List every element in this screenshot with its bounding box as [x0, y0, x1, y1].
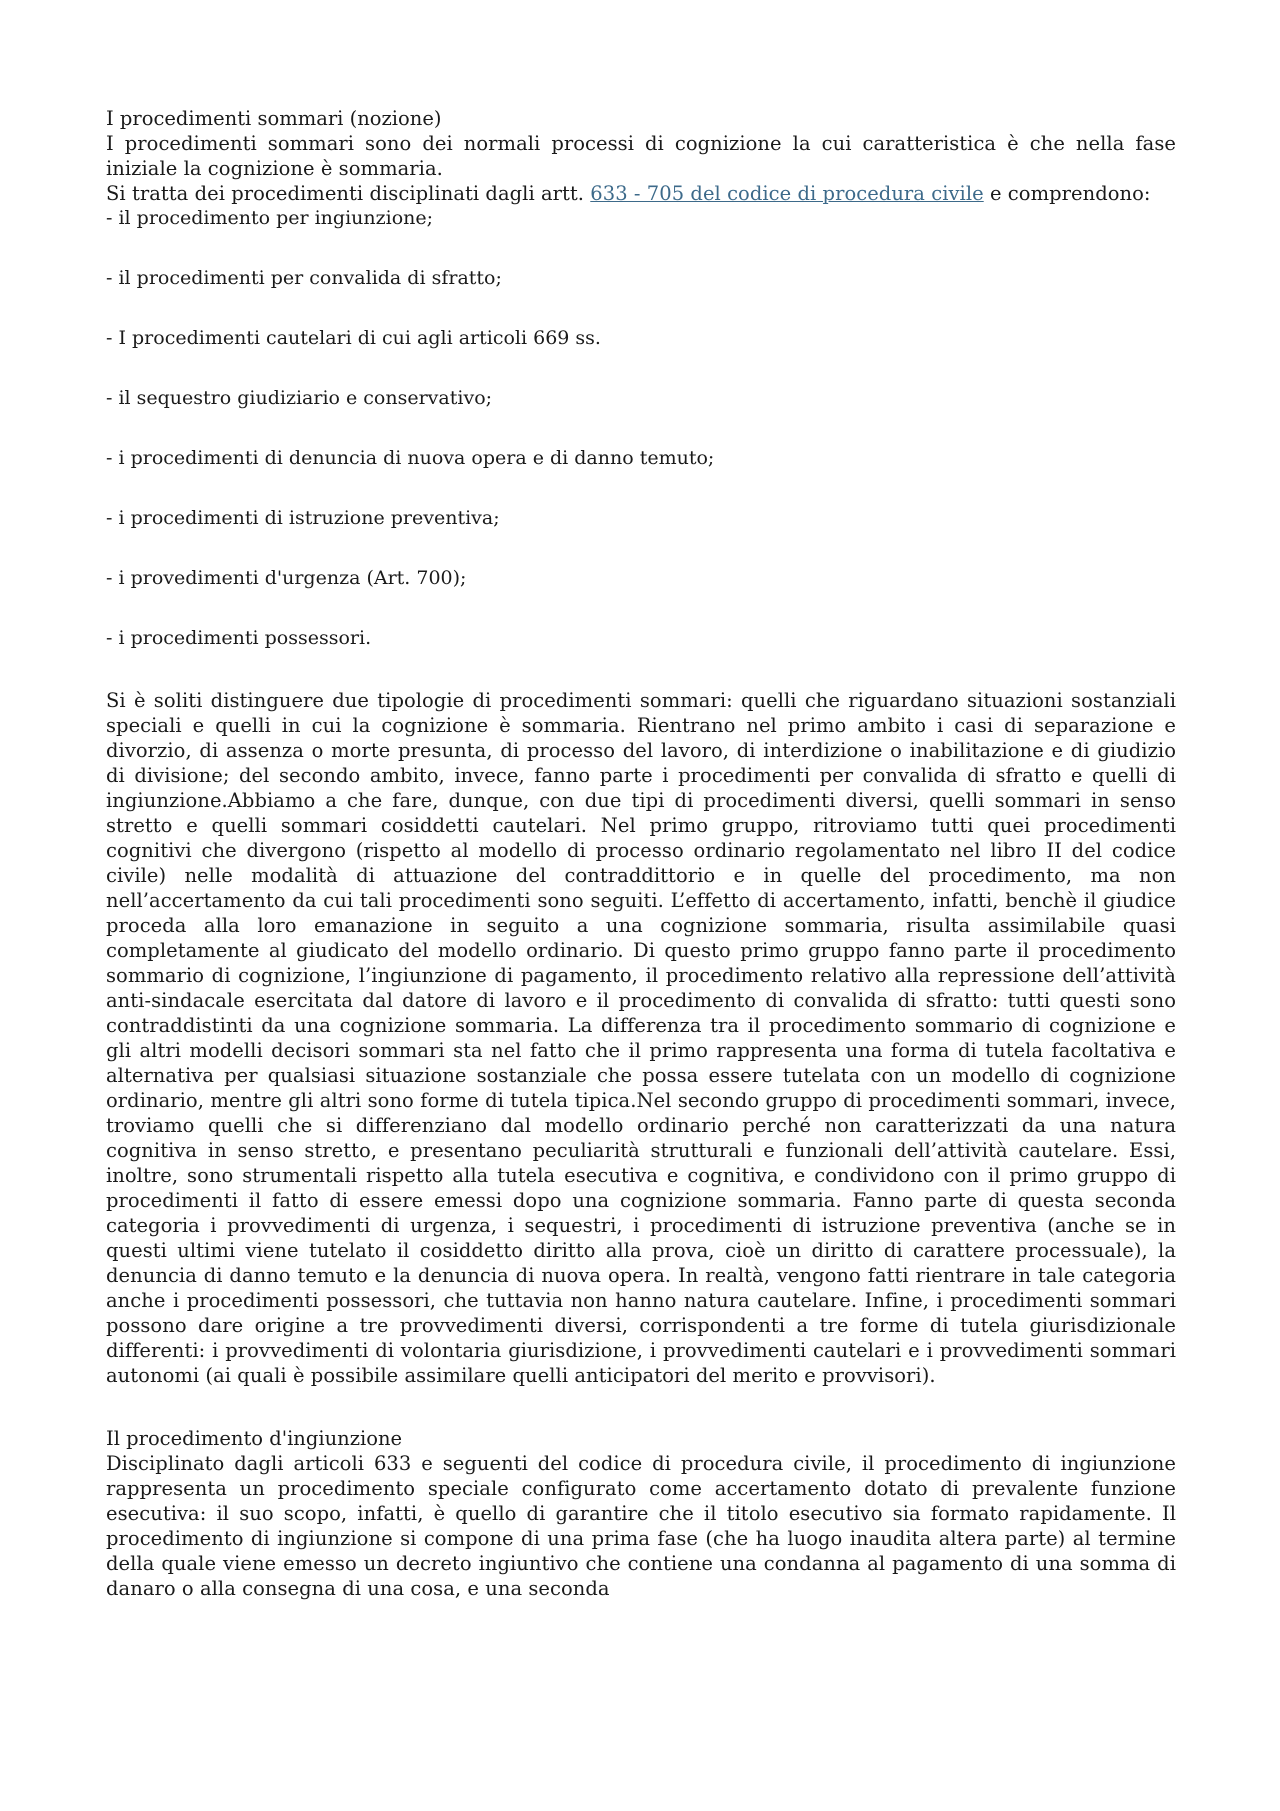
document-page — [106, 106, 1176, 1601]
intro-paragraph: I procedimenti sommari sono dei normali processi di cognizione la cui caratteristica è che nella fase iniziale la cognizione è sommaria. — [106, 132, 1176, 180]
list-item: - il procedimenti per convalida di sfratto; — [106, 267, 502, 289]
section-title: I procedimenti sommari (nozione) — [106, 107, 442, 130]
spacer — [106, 651, 1176, 688]
injunction-paragraph: Disciplinato dagli articoli 633 e seguenti del codice di procedura civile, il procedimento di ingiunzione rappresenta un procedimento speciale configurato come accertamento dotato di prevalente funzione esecutiva: il suo scopo, infatti, è quello di garantire che il titolo esecutivo sia formato rapidamente. Il procedimento di ingiunzione si compone di una prima fase (che ha luogo inaudita altera parte) al termine della quale viene emesso un decreto ingiuntivo che contiene una condanna al pagamento di una somma di danaro o alla consegna di una cosa, e una seconda — [106, 1452, 1176, 1600]
procedures-list — [106, 206, 1176, 651]
section-title: Il procedimento d'ingiunzione — [106, 1427, 403, 1450]
list-item: - il sequestro giudiziario e conservativo; — [106, 387, 493, 409]
code-articles-link[interactable]: 633 - 705 del codice di procedura civile — [590, 182, 984, 205]
main-paragraph: Si è soliti distinguere due tipologie di procedimenti sommari: quelli che riguardano situazioni sostanziali speciali e quelli in cui la cognizione è sommaria. Rientrano nel primo ambito i casi di separazione e divorzio, di assenza o morte presunta, di processo del lavoro, di interdizione o inabilitazione e di giudizio di divisione; del secondo ambito, invece, fanno parte i procedimenti per convalida di sfratto e quelli di ingiunzione.Abbiamo a che fare, dunque, con due tipi di procedimenti diversi, quelli sommari in senso stretto e quelli sommari cosiddetti cautelari. Nel primo gruppo, ritroviamo tutti quei procedimenti cognitivi che divergono (rispetto al modello di processo ordinario regolamentato nel libro II del codice civile) nelle modalità di attuazione del contraddittorio e in quelle del procedimento, ma non nell’accertamento da cui tali procedimenti sono seguiti. L’effetto di accertamento, infatti, benchè il giudice proceda alla loro emanazione in seguito a una cognizione sommaria, risulta assimilabile quasi completamente al giudicato del modello ordinario. Di questo primo gruppo fanno parte il procedimento sommario di cognizione, l’ingiunzione di pagamento, il procedimento relativo alla repressione dell’attività anti-sindacale esercitata dal datore di lavoro e il procedimento di convalida di sfratto: tutti questi sono contraddistinti da una cognizione sommaria. La differenza tra il procedimento sommario di cognizione e gli altri modelli decisori sommari sta nel fatto che il primo rappresenta una forma di tutela facoltativa e alternativa per qualsiasi situazione sostanziale che possa essere tutelata con un modello di cognizione ordinario, mentre gli altri sono forme di tutela tipica.Nel secondo gruppo di procedimenti sommari, invece, troviamo quelli che si differenziano dal modello ordinario perché non caratterizzati da una natura cognitiva in senso stretto, e presentano peculiarità strutturali e funzionali dell’attività cautelare. Essi, inoltre, sono strumentali rispetto alla tutela esecutiva e cognitiva, e condividono con il primo gruppo di procedimenti il fatto di essere emessi dopo una cognizione sommaria. Fanno parte di questa seconda categoria i provvedimenti di urgenza, i sequestri, i procedimenti di istruzione preventiva (anche se in questi ultimi viene tutelato il cosiddetto diritto alla prova, cioè un diritto di carattere processuale), la denuncia di danno temuto e la denuncia di nuova opera. In realtà, vengono fatti rientrare in tale categoria anche i procedimenti possessori, che tuttavia non hanno natura cautelare. Infine, i procedimenti sommari possono dare origine a tre provvedimenti diversi, corrispondenti a tre forme di tutela giurisdizionale differenti: i provvedimenti di volontaria giurisdizione, i provvedimenti cautelari e i provvedimenti sommari autonomi (ai quali è possibile assimilare quelli anticipatori del merito e provvisori). — [106, 689, 1176, 1387]
list-item: - i procedimenti di denuncia di nuova opera e di danno temuto; — [106, 447, 715, 469]
articles-paragraph — [106, 181, 1176, 206]
list-item: - I procedimenti cautelari di cui agli articoli 669 ss. — [106, 327, 601, 349]
list-item: - i procedimenti di istruzione preventiva; — [106, 507, 500, 529]
list-item: - i provedimenti d'urgenza (Art. 700); — [106, 567, 467, 589]
list-item: - i procedimenti possessori. — [106, 627, 372, 649]
list-item: - il procedimento per ingiunzione; — [106, 207, 434, 229]
spacer — [106, 1388, 1176, 1426]
articles-text-after: e comprendono: — [983, 182, 1151, 205]
articles-text-before: Si tratta dei procedimenti disciplinati dagli artt. — [106, 182, 591, 205]
